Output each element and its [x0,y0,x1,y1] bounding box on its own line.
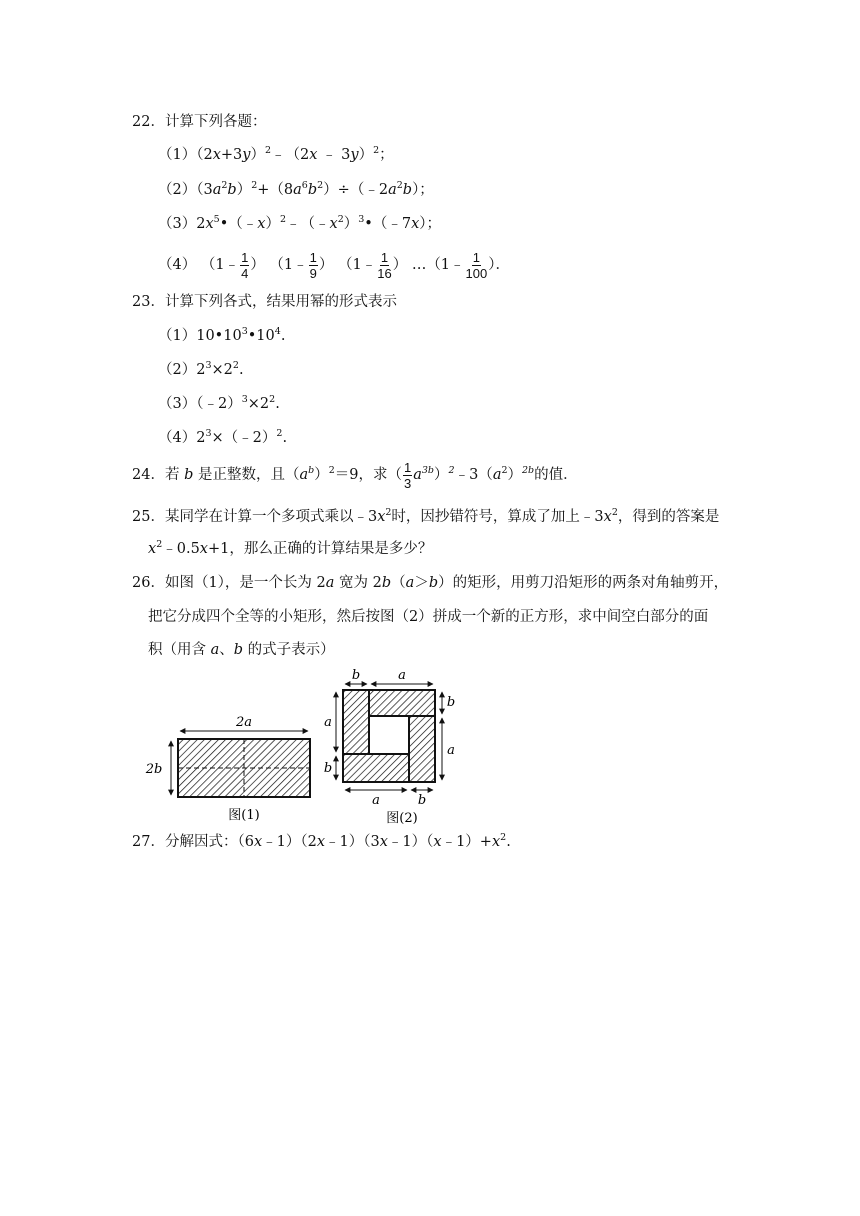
q25-line-2: $x^2﹣0.5x+1$，那么正确的计算结果是多少？ [148,539,433,557]
fraction-1-100: $\frac{1}{100}$ [465,249,488,281]
figure-2-top-b: b [351,668,361,683]
q27: 27．分解因式：$(6x﹣1)(2x﹣1)(3x﹣1)(x﹣1)+x^2$. [132,832,511,850]
figure-2-caption: 图(2) [386,811,418,826]
figures [140,662,470,832]
q22-part-2: $(2)(3a^2b)^2+(8a^6b^2)\div(﹣2a^2b)$； [158,180,434,198]
figure-2-blank-center [369,716,409,754]
q22-part-3: $(3)2x^5•(﹣x)^2﹣(﹣x^2)^3•(﹣7x)$； [158,214,441,232]
figure-2-piece-top [369,690,435,716]
figure-2-piece-right [409,716,435,782]
figure-2-left-b: b [323,761,333,776]
q23-title: 23．计算下列各式，结果用幂的形式表示 [132,294,397,310]
q22-title: 22．计算下列各题： [132,114,267,130]
figure-2-bottom-a: a [372,793,380,808]
q26-line-2: 把它分成四个全等的小矩形，然后按图（2）拼成一个新的正方形，求中间空白部分的面 [148,609,709,625]
fraction-1-16: $\frac{1}{16}$ [377,249,392,281]
figure-1-width-label: 2a [235,715,253,730]
figure-2-right-a: a [447,743,455,758]
figure-2-piece-bottom [343,754,409,782]
q23-part-1: $(1)10•10^3•10^4$. [158,326,286,344]
figure-2-top-a: a [398,668,406,683]
q22-part-4: （4） （1﹣ $\frac{1}{4}$ ） （1﹣ $\frac{1}{9}$ ） （1﹣ $\frac{1}{16}$ ） …（1﹣ $\frac{1}{100}$ ）． [158,249,510,281]
figure-2-piece-left [343,690,369,754]
figure-1-height-label: 2b [145,762,163,777]
figure-1 [145,715,310,823]
figure-1-caption: 图(1) [228,808,260,823]
q23-part-2: $(2)2^3\times 2^2$. [158,360,244,378]
q26-line-3: 积（用含 a、b 的式子表示） [148,642,335,658]
figure-2-right-b: b [446,695,456,710]
q24: 24．若 b 是正整数，且$(a^b)^2=9$，求（ $\frac{1}{3}$ $a^{3b})^2﹣3(a^2)^{2b}$的值． [132,459,578,491]
q23-part-4: $(4)2^3\times(﹣2)^2$. [158,428,288,446]
q25-line-1: 25．某同学在计算一个多项式乘以$﹣3x^2$时，因抄错符号，算成了加上$﹣3x^2$，得到的答案是 [132,507,720,525]
q23-part-3: $(3)(﹣2)^3\times 2^2$. [158,394,280,412]
figure-2-left-a: a [324,715,332,730]
q22-part-1: $(1)(2x+3y)^2﹣(2x$ ﹣ 3y）$^2$； [158,145,394,163]
fraction-1-3: $\frac{1}{3}$ [404,459,412,491]
fraction-1-4: $\frac{1}{4}$ [241,249,249,281]
fraction-1-9: $\frac{1}{9}$ [309,249,317,281]
figure-2-bottom-b: b [417,793,427,808]
figure-2 [324,668,455,826]
q26-line-1: 26．如图（1），是一个长为 2a 宽为 2b（a＞b）的矩形，用剪刀沿矩形的两条对角轴剪开， [132,575,729,591]
